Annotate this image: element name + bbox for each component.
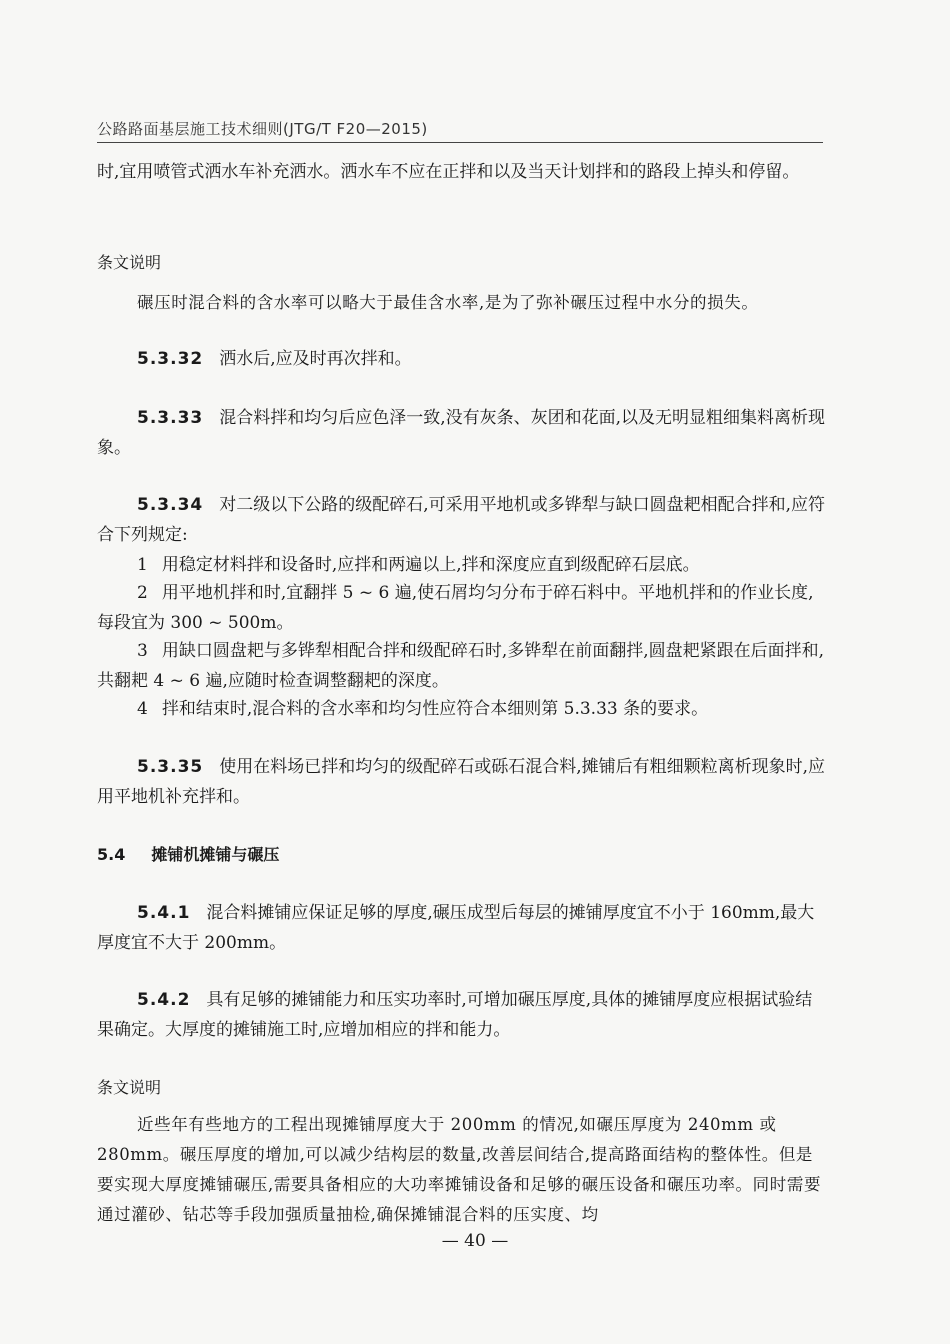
section-heading — [97, 840, 829, 870]
clause-text: 使用在料场已拌和均匀的级配碎石或砾石混合料,摊铺后有粗细颗粒离析现象时,应用平地机补充拌和。 — [97, 757, 826, 807]
clause-number: 5.4.1 — [137, 903, 191, 923]
section-number: 5.4 — [97, 845, 126, 864]
clause-text: 混合料摊铺应保证足够的厚度,碾压成型后每层的摊铺厚度宜不小于 160mm,最大厚度宜不大于 200mm。 — [97, 903, 815, 953]
item-number: 1 — [137, 555, 148, 575]
clause-number: 5.3.34 — [137, 495, 204, 515]
note-body: 碾压时混合料的含水率可以略大于最佳含水率,是为了弥补碾压过程中水分的损失。 — [137, 293, 759, 312]
clause-text: 对二级以下公路的级配碎石,可采用平地机或多铧犁与缺口圆盘耙相配合拌和,应符合下列规定: — [97, 495, 826, 545]
list-item — [97, 636, 829, 696]
clause-text: 混合料拌和均匀后应色泽一致,没有灰条、灰团和花面,以及无明显粗细集料离析现象。 — [97, 408, 826, 458]
clause-5-3-32 — [97, 344, 829, 374]
clause-5-3-34 — [97, 490, 829, 550]
item-text: 用稳定材料拌和设备时,应拌和两遍以上,拌和深度应直到级配碎石层底。 — [161, 555, 700, 575]
item-number: 2 — [137, 583, 148, 603]
list-item — [97, 694, 829, 724]
clause-number: 5.4.2 — [137, 990, 191, 1010]
paragraph-continued: 时,宜用喷管式洒水车补充洒水。洒水车不应在正拌和以及当天计划拌和的路段上掉头和停留。 — [97, 162, 800, 182]
clause-text: 具有足够的摊铺能力和压实功率时,可增加碾压厚度,具体的摊铺厚度应根据试验结果确定。大厚度的摊铺施工时,应增加相应的拌和能力。 — [97, 990, 813, 1040]
list-item — [97, 550, 829, 580]
clause-5-3-33 — [97, 403, 829, 463]
clause-text: 洒水后,应及时再次拌和。 — [219, 349, 412, 369]
item-text: 用缺口圆盘耙与多铧犁相配合拌和级配碎石时,多铧犁在前面翻拌,圆盘耙紧跟在后面拌和,共翻耙 4 ~ 6 遍,应随时检查调整翻耙的深度。 — [97, 641, 825, 691]
clause-number: 5.3.35 — [137, 757, 204, 777]
item-number: 3 — [137, 641, 148, 661]
clause-5-4-2 — [97, 985, 829, 1045]
note-title: 条文说明 — [97, 1078, 162, 1097]
list-item — [97, 578, 829, 638]
clause-number: 5.3.32 — [137, 349, 204, 369]
item-text: 拌和结束时,混合料的含水率和均匀性应符合本细则第 5.3.33 条的要求。 — [161, 699, 709, 719]
clause-number: 5.3.33 — [137, 408, 204, 428]
running-header: 公路路面基层施工技术细则(JTG/T F20—2015) — [97, 120, 428, 138]
header-rule — [97, 142, 823, 143]
note-title: 条文说明 — [97, 253, 162, 272]
clause-5-3-35 — [97, 752, 829, 812]
item-number: 4 — [137, 699, 148, 719]
page-number: — 40 — — [441, 1231, 509, 1251]
note-body: 近些年有些地方的工程出现摊铺厚度大于 200mm 的情况,如碾压厚度为 240mm 或 280mm。碾压厚度的增加,可以减少结构层的数量,改善层间结合,提高路面结构的整体性。但是要实现大厚度摊铺碾压,需要具备相应的大功率摊铺设备和足够的碾压设备和碾压功率。同时需要通过灌砂、钻芯等手段加强质量抽检,确保摊铺混合料的压实度、均 — [97, 1115, 822, 1224]
clause-5-4-1 — [97, 898, 829, 958]
section-title: 摊铺机摊铺与碾压 — [151, 845, 280, 864]
item-text: 用平地机拌和时,宜翻拌 5 ~ 6 遍,使石屑均匀分布于碎石料中。平地机拌和的作业长度,每段宜为 300 ~ 500m。 — [97, 583, 814, 633]
